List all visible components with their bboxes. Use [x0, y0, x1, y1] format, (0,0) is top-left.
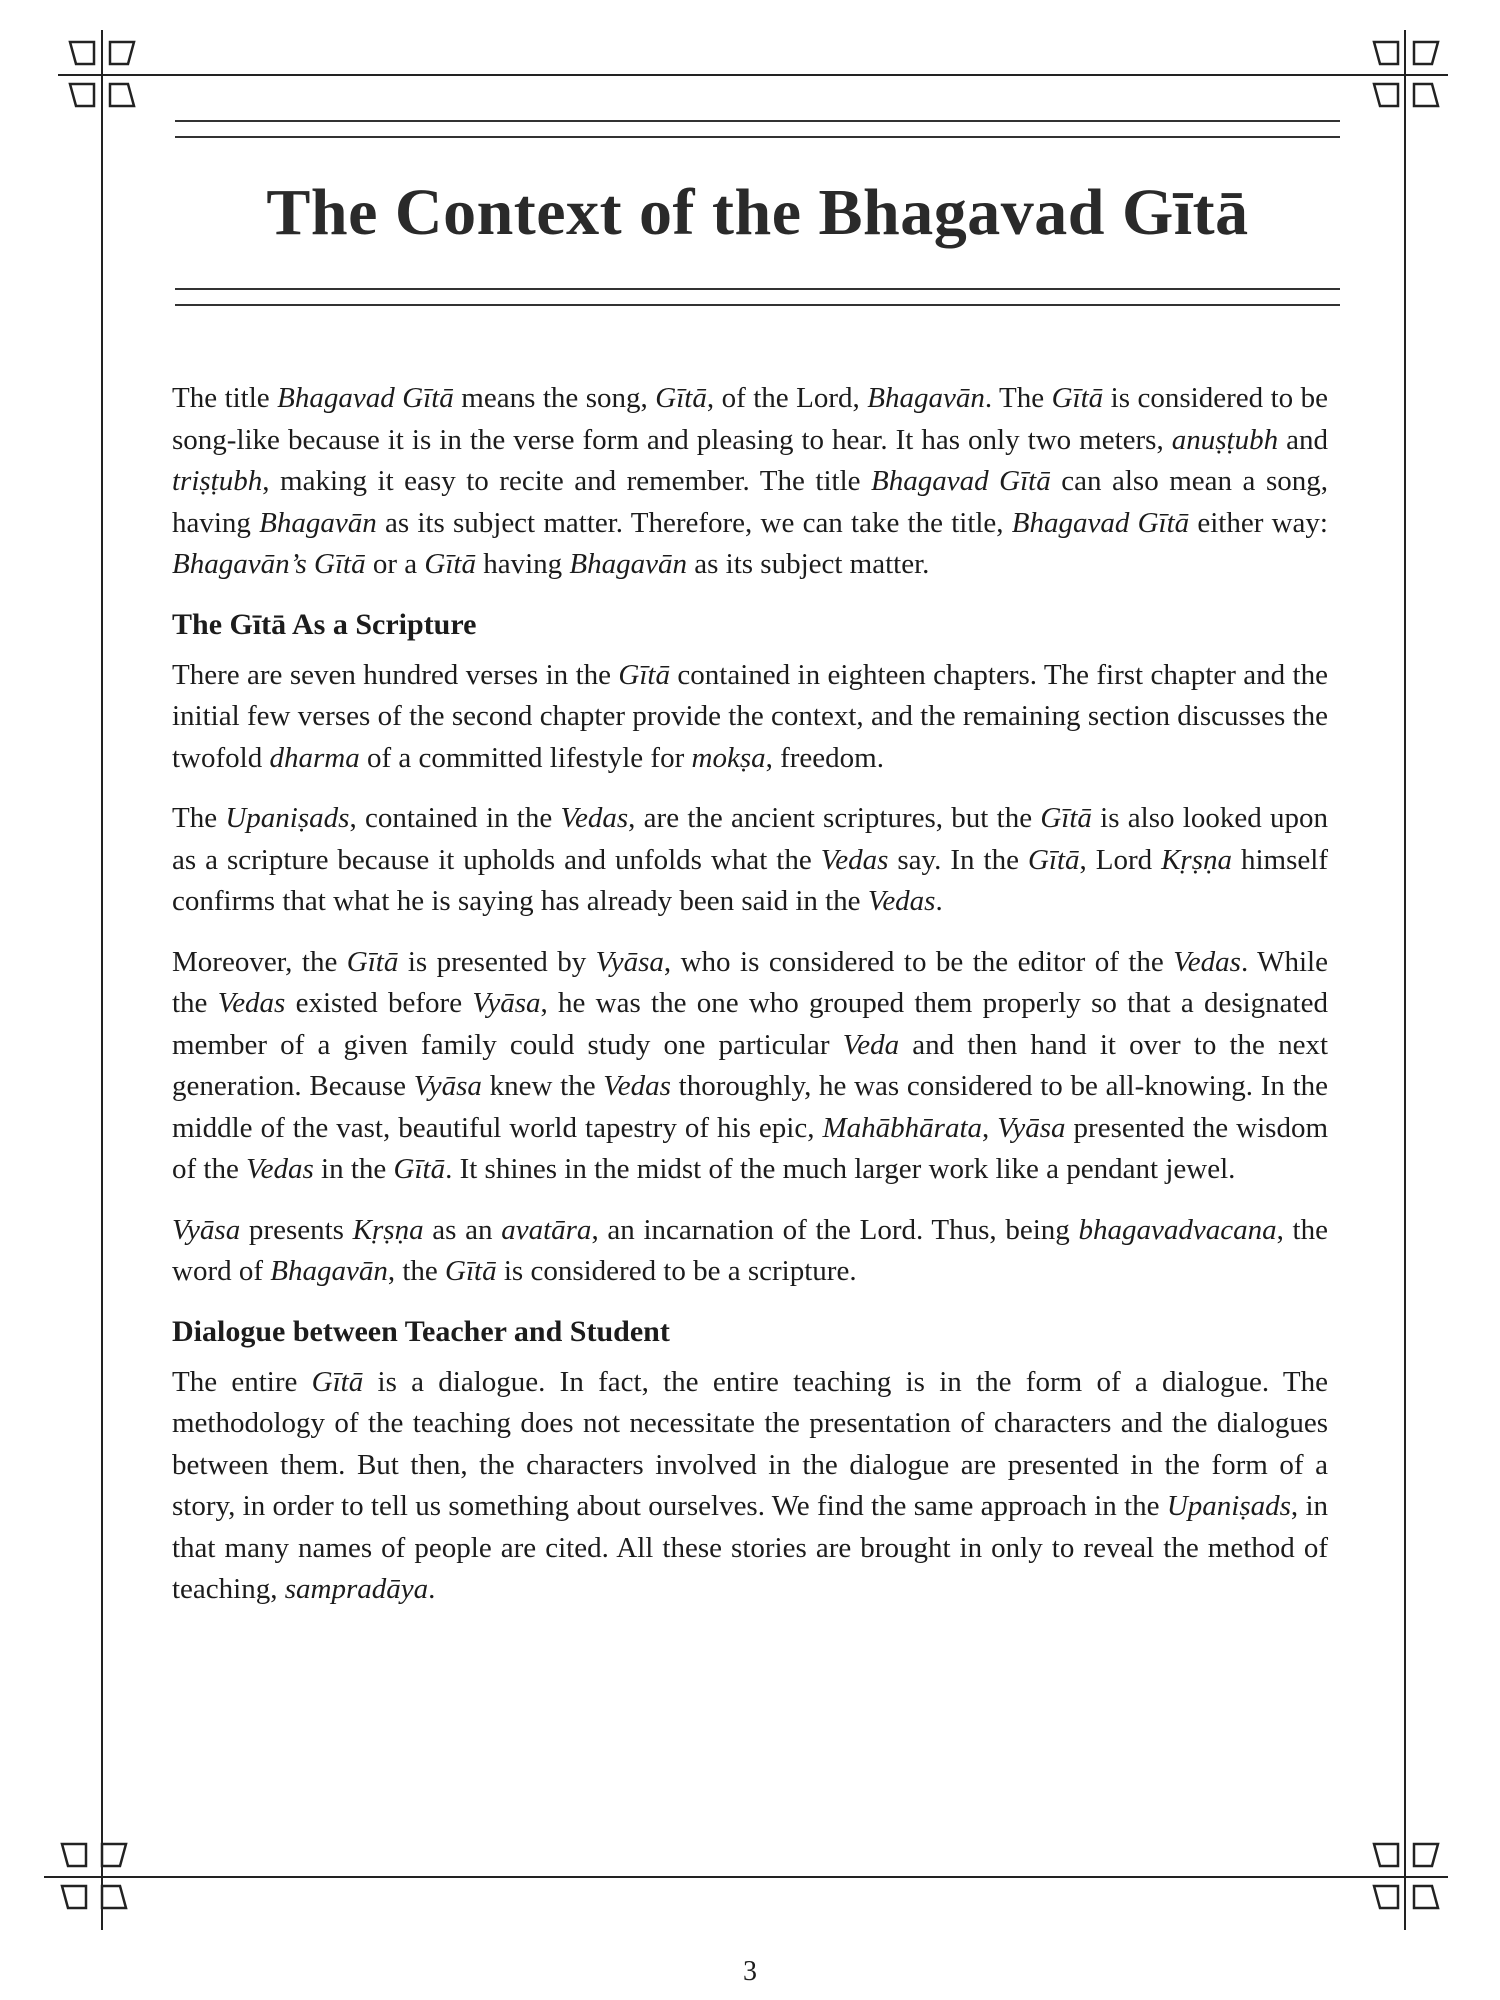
title-rule-bottom-2 — [175, 304, 1340, 306]
page-number: 3 — [743, 1956, 757, 1987]
page-title: The Context of the Bhagavad Gītā — [266, 176, 1249, 249]
frame-top-line — [58, 74, 1448, 76]
frame-left-line — [101, 30, 103, 1930]
scripture-paragraph: Vyāsa presents Kṛṣṇa as an avatāra, an incarnation of the Lord. Thus, being bhagavadvacana, the word of Bhagavān, the Gītā is considered to be a scripture. — [172, 1213, 1328, 1287]
intro-paragraph: The title Bhagavad Gītā means the song, Gītā, of the Lord, Bhagavān. The Gītā is considered to be song-like because it is in the verse form and pleasing to hear. It has only two meters, anuṣṭubh and triṣṭubh, making it easy to recite and remember. The title Bhagavad Gītā can also mean a song, having Bhagavān as its subject matter. Therefore, we can take the title, Bhagavad Gītā either way: Bhagavān’s Gītā or a Gītā having Bhagavān as its subject matter. — [172, 382, 1328, 580]
scripture-paragraph: The Upaniṣads, contained in the Vedas, are the ancient scriptures, but the Gītā is also looked upon as a scripture because it upholds and unfolds what the Vedas say. In the Gītā, Lord Kṛṣṇa himself confirms that what he is saying has already been said in the Vedas. — [172, 802, 1328, 917]
page-content — [172, 378, 1328, 1630]
frame-bottom-line — [44, 1876, 1448, 1878]
corner-ornament-icon — [1366, 34, 1446, 114]
dialogue-paragraph: The entire Gītā is a dialogue. In fact, the entire teaching is in the form of a dialogue. The methodology of the teaching does not necessitate the presentation of characters and the dialogues between them. But then, the characters involved in the dialogue are presented in the form of a story, in order to tell us something about ourselves. We find the same approach in the Upaniṣads, in that many names of people are cited. All these stories are brought in only to reveal the method of teaching, sampradāya. — [172, 1365, 1329, 1605]
title-rule-bottom-1 — [175, 288, 1340, 290]
title-rule-top-1 — [175, 120, 1340, 122]
scripture-paragraph: Moreover, the Gītā is presented by Vyāsa, who is considered to be the editor of the Vedas. While the Vedas existed before Vyāsa, he was the one who grouped them properly so that a designated member of a given family could study one particular Veda and then hand it over to the next generation. Because Vyāsa knew the Vedas thoroughly, he was considered to be all-knowing. In the middle of the vast, beautiful world tapestry of his epic, Mahābhārata, Vyāsa presented the wisdom of the Vedas in the Gītā. It shines in the midst of the much larger work like a pendant jewel. — [172, 945, 1329, 1185]
corner-ornament-icon — [62, 34, 142, 114]
frame-right-line — [1404, 30, 1406, 1930]
section-heading-dialogue: Dialogue between Teacher and Student — [172, 1314, 670, 1348]
corner-ornament-icon — [54, 1836, 134, 1916]
section-heading-scripture: The Gītā As a Scripture — [172, 607, 477, 641]
corner-ornament-icon — [1366, 1836, 1446, 1916]
title-rule-top-2 — [175, 136, 1340, 138]
scripture-paragraph: There are seven hundred verses in the Gītā contained in eighteen chapters. The first chapter and the initial few verses of the second chapter provide the context, and the remaining section discusses the twofold dharma of a committed lifestyle for mokṣa, freedom. — [172, 658, 1328, 774]
